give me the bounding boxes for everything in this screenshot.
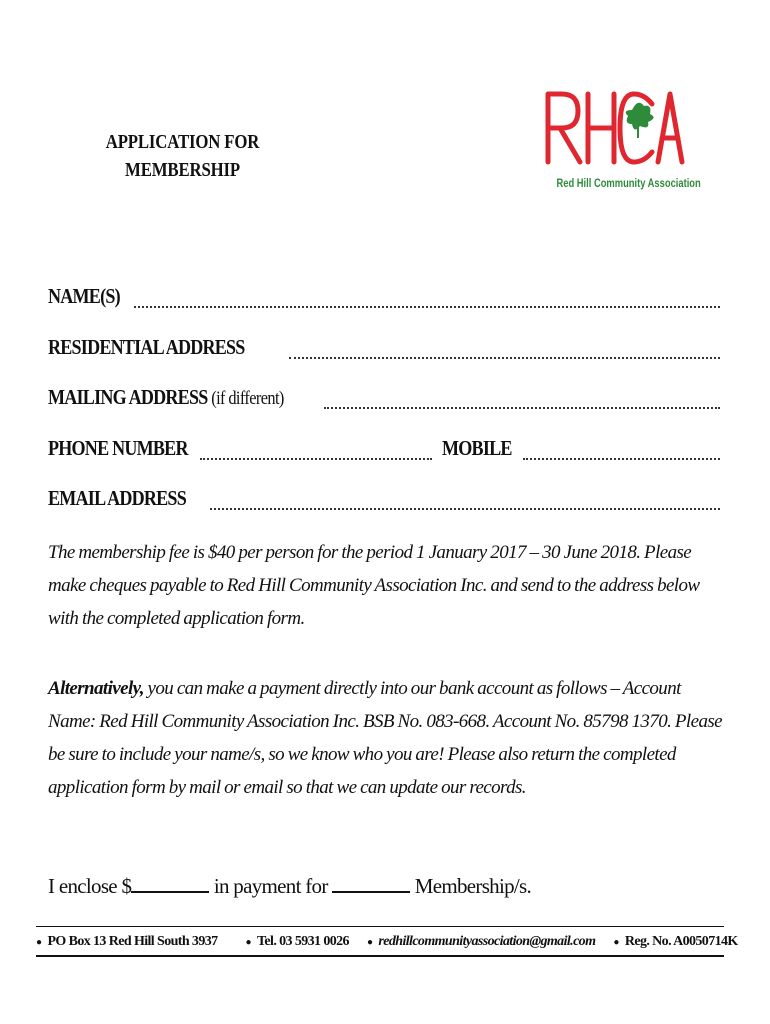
mobile-label: MOBILE [442, 436, 513, 460]
footer-email-text[interactable]: redhillcommunityassociation@gmail.com [378, 934, 596, 949]
bullet-icon: ● [245, 936, 251, 948]
enclose-text: I enclose $ [48, 874, 132, 898]
names-input-line[interactable] [134, 304, 720, 308]
residential-address-input-line[interactable] [289, 355, 720, 359]
email-field[interactable] [48, 486, 720, 516]
logo-caption: Red Hill Community Association [556, 176, 701, 190]
bullet-icon: ● [366, 936, 373, 948]
footer [36, 931, 738, 953]
phone-mobile-row [48, 436, 720, 466]
mailing-address-field[interactable] [48, 385, 720, 415]
payment-line [48, 874, 531, 899]
alternative-payment-paragraph [48, 672, 728, 804]
footer-address-text: PO Box 13 Red Hill South 3937 [47, 934, 218, 949]
mailing-address-label [48, 385, 284, 410]
bullet-icon: ● [613, 936, 619, 948]
email-label: EMAIL ADDRESS [48, 486, 186, 510]
phone-label: PHONE NUMBER [48, 436, 188, 460]
residential-address-field[interactable] [48, 335, 720, 365]
names-field[interactable] [48, 284, 720, 314]
amount-blank[interactable] [131, 875, 209, 893]
residential-address-label: RESIDENTIAL ADDRESS [48, 335, 245, 359]
mobile-input-line[interactable] [523, 456, 720, 460]
alternative-lead: Alternatively, [48, 678, 144, 699]
rhca-logo-graphic [540, 84, 690, 179]
mailing-address-input-line[interactable] [324, 405, 720, 409]
bullet-icon: ● [36, 936, 42, 948]
leaf-icon [626, 103, 654, 138]
phone-input-line[interactable] [200, 456, 432, 460]
footer-phone [246, 934, 349, 950]
fee-paragraph: The membership fee is $40 per person for the period 1 January 2017 – 30 June 2018. Please make cheques payable to Red Hill Community Association Inc. and send to the address below with the completed application form. [48, 542, 700, 629]
alternative-text: you can make a payment directly into our bank account as follows – Account Name: Red Hill Community Association Inc. BSB No. 083-668. Account No. 85798 1370. Please be sure to include your name/s, so we know who you are! Please also return the completed application form by mail or email so that we can update our records. [48, 678, 722, 798]
footer-email[interactable] [367, 934, 595, 950]
names-label: NAME(S) [48, 284, 120, 308]
page-title [96, 128, 268, 184]
footer-phone-text: Tel. 03 5931 0026 [256, 934, 349, 949]
payment-for-text: in payment for [209, 874, 333, 898]
title-line-2: MEMBERSHIP [124, 159, 241, 181]
footer-divider-top [36, 926, 724, 927]
email-input-line[interactable] [210, 506, 720, 510]
membership-text: Membership/s. [410, 874, 532, 898]
footer-divider-bottom [36, 955, 724, 957]
footer-reg-text: Reg. No. A0050714K [624, 934, 738, 949]
mailing-address-note: (if different) [211, 388, 284, 409]
footer-address [36, 934, 218, 950]
footer-reg [613, 934, 737, 950]
title-line-1: APPLICATION FOR [105, 131, 260, 153]
mailing-address-label-text: MAILING ADDRESS [48, 385, 208, 409]
membership-count-blank[interactable] [332, 875, 410, 893]
